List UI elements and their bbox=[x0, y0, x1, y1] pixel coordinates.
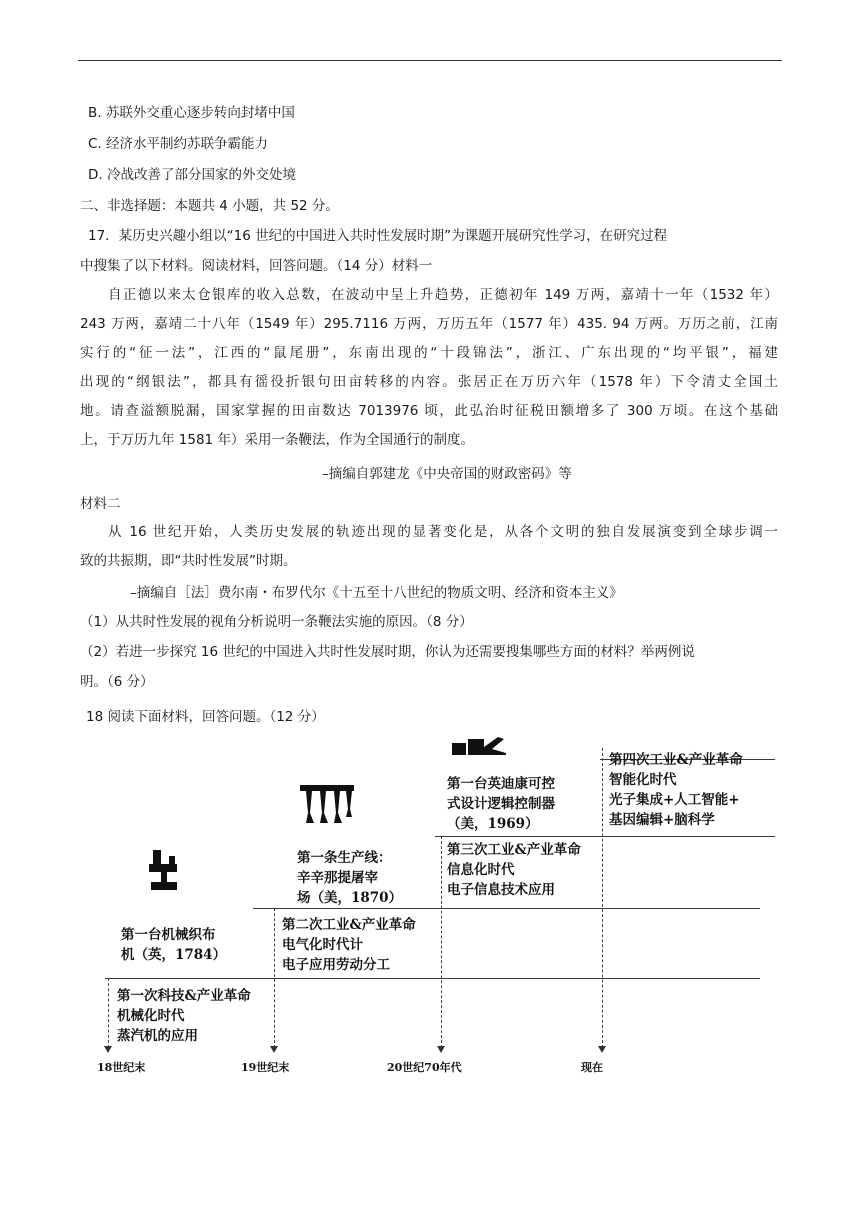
tick-label: 18世纪末 bbox=[97, 1061, 146, 1074]
slaughterhouse-icon bbox=[298, 783, 356, 827]
material2-line: 从 16 世纪开始，人类历史发展的轨迹出现的显著变化是，从各个文明的独自发展演变到全球步调一 bbox=[108, 524, 778, 540]
level-line-1 bbox=[105, 978, 760, 979]
q17-intro-line1: 17．某历史兴趣小组以“16 世纪的中国进入共时性发展时期”为课题开展研究性学习，在研究过程 bbox=[88, 228, 668, 244]
material2-line: 致的共振期，即“共时性发展”时期。 bbox=[80, 553, 297, 569]
option-c: C. 经济水平制约苏联争霸能力 bbox=[88, 136, 269, 152]
loom-icon bbox=[147, 848, 181, 894]
material1-line: 243 万两，嘉靖二十八年（1549 年）295.7116 万两，万历五年（1577 年）435. 94 万两。万历之前，江南 bbox=[80, 316, 778, 332]
level-line-3 bbox=[435, 836, 775, 837]
industrial-revolution-timeline bbox=[95, 728, 785, 1088]
era4-boundary bbox=[602, 748, 603, 1048]
controller-icon bbox=[450, 735, 508, 757]
arrow-down-icon bbox=[598, 1046, 606, 1053]
arrow-down-icon bbox=[104, 1046, 112, 1053]
era4-caption: 第四次工业&产业革命 智能化时代 光子集成+人工智能+ 基因编辑+脑科学 bbox=[609, 752, 743, 828]
header-rule bbox=[78, 60, 782, 61]
level-line-2 bbox=[253, 908, 760, 909]
q17-sub2-line1: （2）若进一步探究 16 世纪的中国进入共时性发展时期，你认为还需要搜集哪些方面的材料？举两例说 bbox=[80, 644, 695, 660]
tick-label: 19世纪末 bbox=[241, 1061, 290, 1074]
machine1-caption: 第一台机械织布 机（英，1784） bbox=[121, 927, 227, 963]
arrow-down-icon bbox=[270, 1046, 278, 1053]
option-b: B. 苏联外交重心逐步转向封堵中国 bbox=[88, 105, 295, 121]
material1-line: 上，于万历九年 1581 年）采用一条鞭法，作为全国通行的制度。 bbox=[80, 432, 474, 448]
q18-heading: 18 阅读下面材料，回答问题。（12 分） bbox=[86, 709, 325, 725]
machine2-caption: 第一条生产线： 辛辛那提屠宰 场（美，1870） bbox=[297, 850, 403, 906]
material2-source: –摘编自［法］费尔南・布罗代尔《十五至十八世纪的物质文明、经济和资本主义》 bbox=[130, 585, 623, 601]
material1-line: 自正德以来太仓银库的收入总数，在波动中呈上升趋势，正德初年 149 万两，嘉靖十一年（1532 年） bbox=[108, 287, 778, 303]
era1-boundary bbox=[108, 978, 109, 1048]
material1-source: –摘编自郭建龙《中央帝国的财政密码》等 bbox=[322, 466, 572, 482]
option-d: D. 冷战改善了部分国家的外交处境 bbox=[88, 167, 296, 183]
machine3-caption: 第一台英迪康可控 式设计逻辑控制器 （美，1969） bbox=[447, 776, 555, 832]
tick-label: 现在 bbox=[581, 1061, 603, 1074]
tick-label: 20世纪70年代 bbox=[387, 1061, 462, 1074]
era1-caption: 第一次科技&产业革命 机械化时代 蒸汽机的应用 bbox=[117, 988, 251, 1044]
material1-line: 出现的“纲银法”，都具有徭役折银句田亩转移的内容。张居正在万历六年（1578 年）下令清丈全国土 bbox=[80, 374, 778, 390]
material1-line: 实行的“征一法”，江西的“鼠尾册”，东南出现的“十段锦法”，浙江、广东出现的“均平银”，福建 bbox=[80, 345, 778, 361]
era2-caption: 第二次工业&产业革命 电气化时代计 电子应用劳动分工 bbox=[282, 917, 416, 973]
era2-boundary bbox=[274, 908, 275, 1048]
q17-intro-line2: 中搜集了以下材料。阅读材料，回答问题。（14 分）材料一 bbox=[80, 258, 433, 274]
era3-boundary bbox=[441, 836, 442, 1048]
material2-heading: 材料二 bbox=[80, 496, 121, 512]
q17-sub2-line2: 明。（6 分） bbox=[80, 674, 154, 690]
section2-heading: 二、非选择题：本题共 4 小题，共 52 分。 bbox=[80, 198, 339, 214]
q17-sub1: （1）从共时性发展的视角分析说明一条鞭法实施的原因。（8 分） bbox=[80, 614, 473, 630]
material1-line: 地。请查溢额脱漏，国家掌握的田亩数达 7013976 顷，此弘治时征税田额增多了 300 万顷。在这个基础 bbox=[80, 403, 778, 419]
arrow-down-icon bbox=[437, 1046, 445, 1053]
era3-caption: 第三次工业&产业革命 信息化时代 电子信息技术应用 bbox=[447, 842, 581, 898]
